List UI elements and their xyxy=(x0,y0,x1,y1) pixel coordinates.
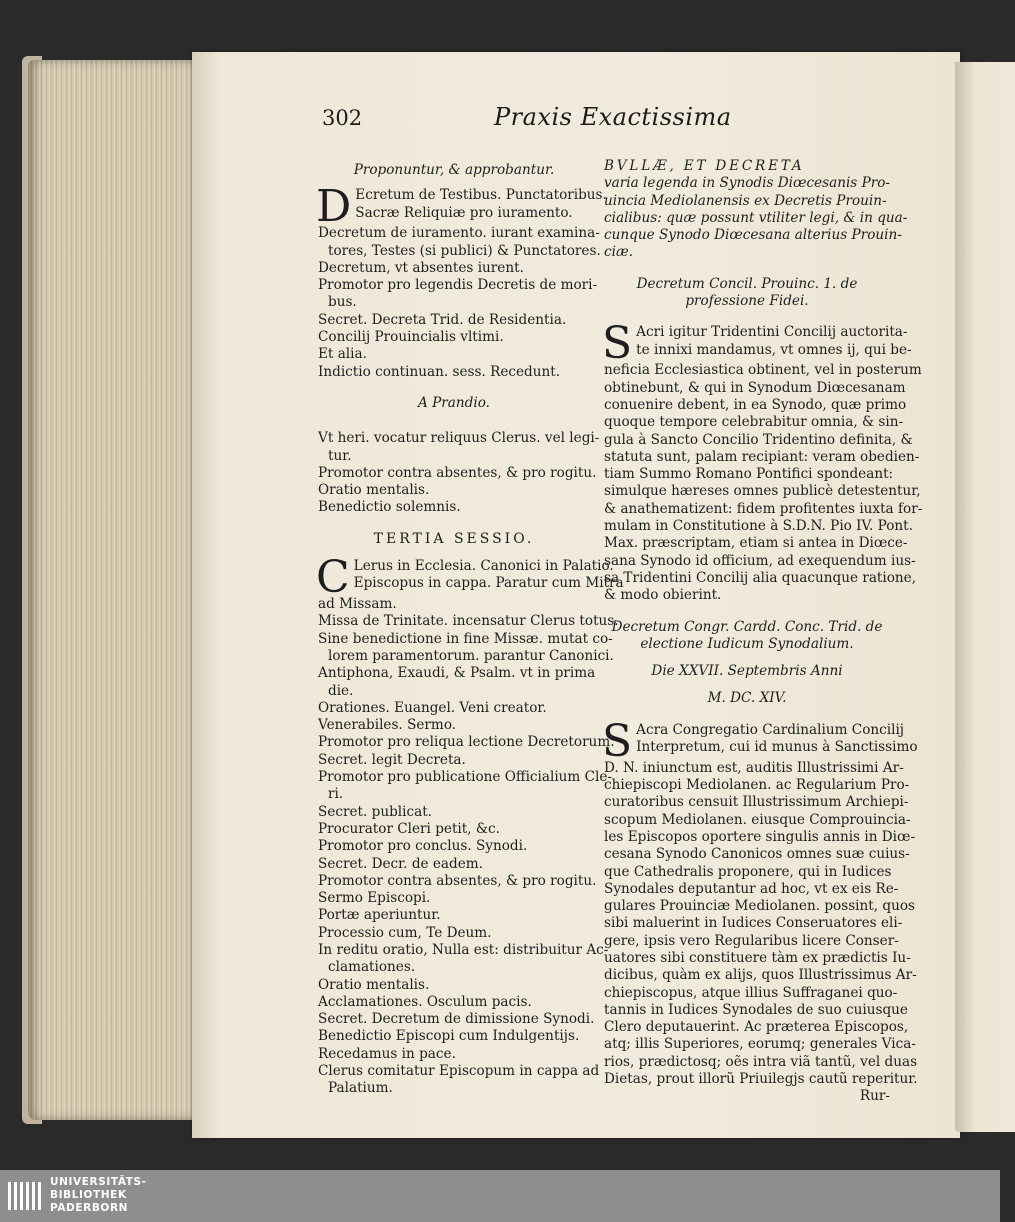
text-line: Promotor pro publicatione Officialium Cle- xyxy=(318,769,613,786)
text-line: chiepiscopus, atque illius Suffraganei quo- xyxy=(604,984,898,1001)
heading-line: electione Iudicum Synodalium. xyxy=(640,635,854,652)
text-line: scopum Mediolanen. eiusque Comprouincia- xyxy=(604,811,911,828)
text-line: Promotor pro reliqua lectione Decretorum. xyxy=(318,734,615,751)
heading-tertia-sessio: TERTIA SESSIO. xyxy=(373,530,535,547)
text-line: Portæ aperiuntur. xyxy=(318,907,441,924)
text-line: gere, ipsis vero Regularibus licere Conser- xyxy=(604,932,899,949)
heading-decretum-concil xyxy=(604,276,890,311)
text-line: rios, prædictosq; oẽs intra viã tantũ, vel duas xyxy=(604,1053,918,1070)
text-line: Decretum de iuramento. iurant examina- xyxy=(318,225,600,242)
text-line: les Episcopos oportere singulis annis in Diœ- xyxy=(604,828,916,845)
text-line: Synodales deputantur ad hoc, vt ex eis Re- xyxy=(604,880,899,897)
text-line: Oratio mentalis. xyxy=(318,976,430,993)
dropcap-d: D xyxy=(316,181,352,233)
text-line: lorem paramentorum. parantur Canonici. xyxy=(328,647,614,664)
text-line: cesana Synodo Canonicos omnes suæ cuius- xyxy=(604,846,910,863)
text-line: Vt heri. vocatur reliquus Clerus. vel legi- xyxy=(318,430,600,447)
text-line: clamationes. xyxy=(328,959,416,976)
running-head: Praxis Exactissima xyxy=(494,103,732,131)
text-line: tur. xyxy=(328,447,352,464)
text-line: Lerus in Ecclesia. Canonici in Palatio. xyxy=(353,558,614,575)
text-line: statuta sunt, palam recipiant: veram obedien- xyxy=(604,448,920,465)
text-line: Sermo Episcopi. xyxy=(318,890,431,907)
text-line: D. N. iniunctum est, auditis Illustrissimi Ar- xyxy=(604,759,904,776)
library-logo-icon xyxy=(6,1178,42,1214)
text-line: tannis in Iudices Synodales de suo cuiusque xyxy=(604,1001,908,1018)
text-line: tiam Summo Romano Pontifici spondeant: xyxy=(604,466,894,483)
text-line: Oratio mentalis. xyxy=(318,482,430,499)
text-line: Palatium. xyxy=(328,1080,393,1097)
text-line: Secret. publicat. xyxy=(318,803,432,820)
footer-bar xyxy=(0,1170,1000,1222)
text-line: Benedictio solemnis. xyxy=(318,499,461,516)
title-line: cialibus: quæ possunt vtiliter legi, & in qua- xyxy=(604,209,908,226)
text-line: Acri igitur Tridentini Concilij auctorita- xyxy=(636,324,908,341)
paragraph-2 xyxy=(602,715,918,1106)
text-line: Acclamationes. Osculum pacis. xyxy=(318,993,532,1010)
text-line: uatores sibi constituere tàm ex prædictis Iu- xyxy=(604,949,911,966)
text-line: Secret. Decreta Trid. de Residentia. xyxy=(318,311,567,328)
right-column xyxy=(602,158,923,1106)
text-line: Max. præscriptam, etiam si antea in Diœce- xyxy=(604,535,908,552)
title-line: cunque Synodo Diœcesana alterius Prouin- xyxy=(604,227,902,244)
text-line: Secret. legit Decreta. xyxy=(318,751,466,768)
text-line: chiepiscopi Mediolanen. ac Regularium Pro- xyxy=(604,777,910,794)
text-line: Procurator Cleri petit, &c. xyxy=(318,820,500,837)
text-line: conuenire debent, in ea Synodo, quæ primo xyxy=(604,396,907,413)
title-line: uincia Mediolanensis ex Decretis Prouin- xyxy=(604,192,887,209)
page-number: 302 xyxy=(322,106,363,130)
text-line: que Cathedralis proponere, qui in Iudices xyxy=(604,863,892,880)
text-line: sa Tridentini Concilij alia quacunque ratione, xyxy=(604,569,917,586)
text-line: Recedamus in pace. xyxy=(318,1045,456,1062)
text-line: Episcopus in cappa. Paratur cum Mitra xyxy=(353,575,624,592)
text-line: sana Synodo id officium, ad exequendum ius- xyxy=(604,552,916,569)
text-line: Missa de Trinitate. incensatur Clerus totus. xyxy=(318,613,619,630)
date-year: M. DC. XIV. xyxy=(707,690,787,707)
text-line: Indictio continuan. sess. Recedunt. xyxy=(318,363,561,380)
logo-text-line: UNIVERSITÄTS- xyxy=(50,1176,147,1188)
text-line: bus. xyxy=(328,294,357,311)
heading-decretum-congr xyxy=(604,619,890,654)
dropcap-s: S xyxy=(602,318,633,370)
text-line: Clerus comitatur Episcopum in cappa ad xyxy=(318,1063,600,1080)
text-line: Interpretum, cui id munus à Sanctissimo xyxy=(636,739,918,756)
text-line: neficia Ecclesiastica obtinent, vel in posterum xyxy=(604,362,922,379)
dropcap-s: S xyxy=(602,715,633,767)
text-line: te innixi mandamus, vt omnes ij, qui be- xyxy=(636,341,912,358)
block-2 xyxy=(318,430,600,516)
catchword: Rur- xyxy=(859,1088,890,1105)
text-line: Promotor pro legendis Decretis de mori- xyxy=(318,277,598,294)
date-line: Die XXVII. Septembris Anni xyxy=(651,663,843,680)
text-line: Promotor contra absentes, & pro rogitu. xyxy=(318,464,597,481)
logo-text-line: PADERBORN xyxy=(50,1202,129,1214)
text-line: Clero deputauerint. Ac præterea Episcopos, xyxy=(604,1019,909,1036)
title-line: BVLLÆ, ET DECRETA xyxy=(604,158,805,174)
heading-a-prandio: A Prandio. xyxy=(418,394,490,411)
text-line: quoque tempore celebrabitur omnia, & sin- xyxy=(604,414,904,431)
text-line: Venerabiles. Sermo. xyxy=(318,717,457,734)
text-line: Antiphona, Exaudi, & Psalm. vt in prima xyxy=(318,665,596,682)
text-line: & anathematizent: fidem profitentes iuxta for- xyxy=(604,500,923,517)
logo-text-line: BIBLIOTHEK xyxy=(50,1189,127,1201)
heading-line: professione Fidei. xyxy=(685,293,809,310)
text-line: Ecretum de Testibus. Punctatoribus. xyxy=(355,187,607,204)
text-line: atq; illis Superiores, eorumq; generales Vica- xyxy=(604,1036,916,1053)
text-line: & modo obierint. xyxy=(604,587,722,604)
book-page-edges xyxy=(28,60,198,1120)
text-line: Secret. Decr. de eadem. xyxy=(318,855,483,872)
text-line: Sine benedictione in fine Missæ. mutat co- xyxy=(318,630,613,647)
text-line: Orationes. Euangel. Veni creator. xyxy=(318,699,547,716)
paragraph-1 xyxy=(602,318,923,604)
text-line: mulam in Constitutione à S.D.N. Pio IV. Pont. xyxy=(604,518,913,535)
text-line: Decretum, vt absentes iurent. xyxy=(318,259,524,276)
facing-page-edge xyxy=(955,62,1015,1132)
bullae-title xyxy=(604,158,908,262)
text-line: curatoribus censuit Illustrissimum Archiepi- xyxy=(604,794,909,811)
text-line: Sacræ Reliquiæ pro iuramento. xyxy=(355,204,573,221)
title-line: varia legenda in Synodis Diœcesanis Pro- xyxy=(604,175,891,192)
text-line: Secret. Decretum de dimissione Synodi. xyxy=(318,1011,595,1028)
text-line: In reditu oratio, Nulla est: distribuitur Ac- xyxy=(318,941,609,958)
text-line: simulque hæreses omnes publicè detestentur, xyxy=(604,483,921,500)
text-line: die. xyxy=(328,682,354,699)
title-line: ciæ. xyxy=(604,244,634,261)
text-line: Concilij Prouincialis vltimi. xyxy=(318,329,504,346)
text-line: sibi maluerint in Iudices Conseruatores eli- xyxy=(604,915,903,932)
text-line: obtinebunt, & qui in Synodum Diœcesanam xyxy=(604,379,906,396)
heading-line: Decretum Concil. Prouinc. 1. de xyxy=(636,275,858,292)
text-line: Promotor pro conclus. Synodi. xyxy=(318,838,528,855)
heading-proponuntur: Proponuntur, & approbantur. xyxy=(353,162,555,178)
heading-line: Decretum Congr. Cardd. Conc. Trid. de xyxy=(611,618,883,635)
text-line: Processio cum, Te Deum. xyxy=(318,924,492,941)
block-1 xyxy=(316,181,607,381)
text-line: Promotor contra absentes, & pro rogitu. xyxy=(318,872,597,889)
block-3 xyxy=(316,552,624,1098)
text-line: gula à Sancto Concilio Tridentino definita, & xyxy=(604,431,913,448)
text-line: Dietas, prout illorũ Priuilegjs cautũ reperitur. xyxy=(604,1071,918,1088)
text-line: tores, Testes (si publici) & Punctatores. xyxy=(328,242,601,259)
text-line: dicibus, quàm ex alijs, quos Illustrissimus Ar- xyxy=(604,967,917,984)
text-line: Acra Congregatio Cardinalium Concilij xyxy=(636,721,905,738)
text-line: gulares Prouinciæ Mediolanen. possint, quos xyxy=(604,898,916,915)
text-line: Benedictio Episcopi cum Indulgentijs. xyxy=(318,1028,580,1045)
text-line: ad Missam. xyxy=(318,596,397,613)
text-line: ri. xyxy=(328,786,344,803)
text-line: Et alia. xyxy=(318,346,367,363)
dropcap-c: C xyxy=(316,552,350,604)
